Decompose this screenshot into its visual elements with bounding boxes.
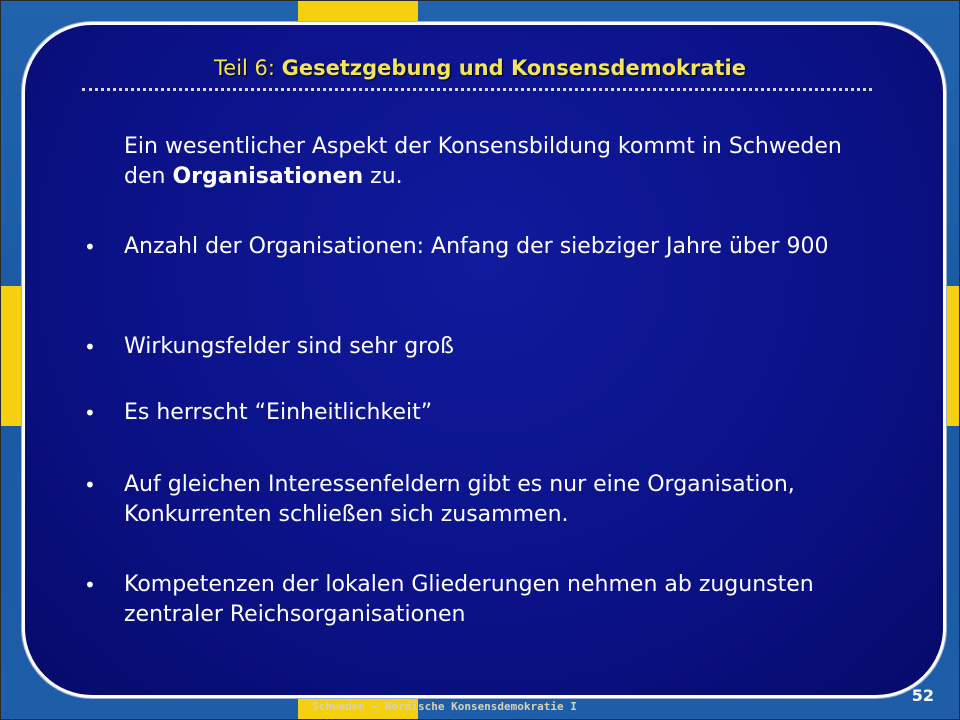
- intro-text-1: Ein wesentlicher Aspekt der Konsensbildung kommt in Schweden den: [124, 134, 842, 189]
- bullet-marker: •: [84, 573, 96, 597]
- slide-title: [0, 56, 960, 80]
- intro-bold-term: Organisationen: [172, 164, 364, 189]
- bullet-marker: •: [84, 335, 96, 359]
- intro-text-2: zu.: [363, 164, 403, 189]
- bullet-text: Auf gleichen Interessenfeldern gibt es nur eine Organisation, Konkurrenten schließen sich zusammen.: [124, 472, 795, 527]
- intro-paragraph: [124, 132, 884, 192]
- title-main: Gesetzgebung und Konsensdemokratie: [281, 56, 746, 80]
- bullet-marker: •: [84, 473, 96, 497]
- page-number: 52: [911, 686, 934, 705]
- title-divider: [82, 88, 872, 91]
- bullet-text: Kompetenzen der lokalen Gliederungen nehmen ab zugunsten zentraler Reichsorganisationen: [124, 572, 814, 627]
- bullet-marker: •: [84, 401, 96, 425]
- bullet-text: Wirkungsfelder sind sehr groß: [124, 334, 455, 359]
- bullet-marker: •: [84, 235, 96, 259]
- bullet-text: Anzahl der Organisationen: Anfang der siebziger Jahre über 900: [124, 234, 829, 259]
- title-prefix: Teil 6:: [214, 56, 275, 80]
- footer-caption: Schweden – Nordische Konsensdemokratie I: [312, 700, 577, 713]
- bullet-text: Es herrscht “Einheitlichkeit”: [124, 400, 433, 425]
